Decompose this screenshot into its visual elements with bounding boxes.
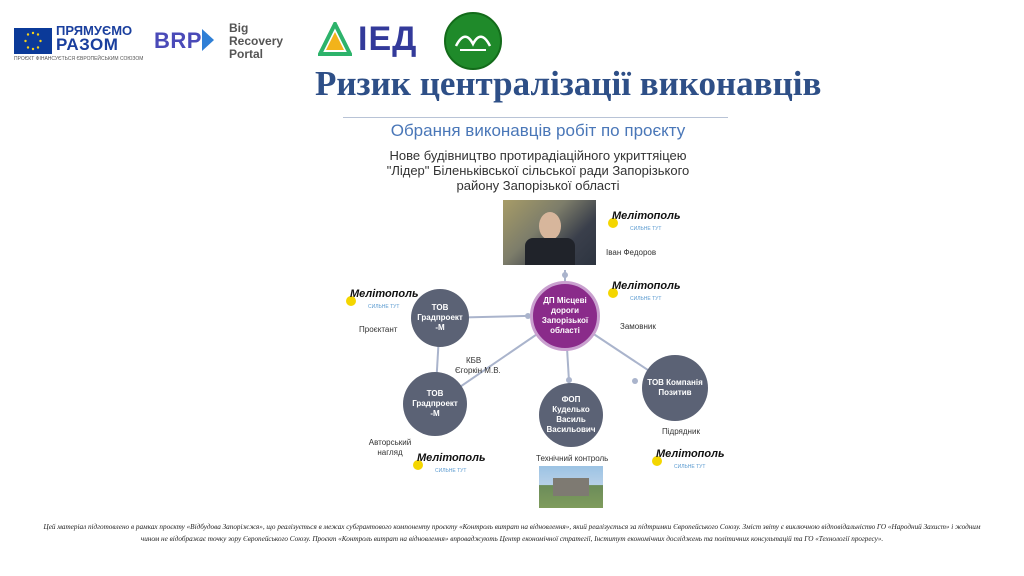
eu-logo-caption: ПРОЄКТ ФІНАНСУЄТЬСЯ ЄВРОПЕЙСЬКИМ СОЮЗОМ (14, 56, 144, 62)
brp-line3: Portal (229, 47, 264, 61)
description-line: Нове будівництво протирадіаційного укриттяіцею (389, 148, 687, 163)
eu-logo-line2: РАЗОМ (56, 35, 119, 54)
melitopol-logo (652, 446, 725, 474)
designer-role: Проєктант (359, 325, 398, 334)
melitopol-logo-tagline: СИЛЬНЕ ТУТ (674, 464, 706, 470)
melitopol-logo (346, 286, 419, 314)
melitopol-logo-word: Мелітополь (612, 210, 681, 222)
melitopol-logo-tagline: СИЛЬНЕ ТУТ (630, 296, 662, 302)
brp-mark: BRP (154, 28, 202, 53)
footer-disclaimer: Цей матеріал підготовлено в рамках проєкту «Відбудова Запоріжжя», що реалізується в межах субгрантового компоненту проєкту «Контроль витрат на відновлення», який реалізується за підтримки Європейського Союзу. Зміст звіту є виключною відповідальністю ГО «Народний Захист» і жодним чином не відображає точку зору Європейського Союзу. Проєкт «Контроль витрат на відновлення» впроваджують Центр економічної стратегії, Інститут економічних досліджень та політичних консультацій та ГО «Технології прогресу». (43, 523, 981, 543)
melitopol-logo-word: Мелітополь (612, 280, 681, 292)
kbv-label: КБВ (466, 356, 482, 365)
page-title: Ризик централізації виконавців (315, 64, 822, 103)
brp-line1: Big (229, 21, 249, 35)
node-designer: ТОВ Градпроект -М (411, 289, 469, 347)
node-tech-control: ФОП Куделько Василь Васильович (539, 383, 603, 447)
eu-logo-line1: ПРЯМУЄМО (56, 23, 133, 38)
contractor-role: Підрядник (662, 427, 700, 436)
person-name: Іван Федоров (606, 248, 657, 257)
brp-line2: Recovery (229, 34, 284, 48)
melitopol-logo (413, 450, 486, 478)
melitopol-logo-tagline: СИЛЬНЕ ТУТ (435, 468, 467, 474)
tech-control-role: Технічний контроль (536, 454, 609, 463)
melitopol-logo (608, 278, 681, 306)
supervisor-role: Авторський нагляд (368, 438, 412, 457)
melitopol-logo-tagline: СИЛЬНЕ ТУТ (368, 304, 400, 310)
kbv-name: Єгоркін М.В. (455, 366, 501, 375)
node-supervisor: ТОВ Градпроект -М (403, 372, 467, 436)
node-customer: ДП Місцеві дороги Запорізької області (530, 281, 600, 351)
melitopol-logo-tagline: СИЛЬНЕ ТУТ (630, 226, 662, 232)
melitopol-logo-word: Мелітополь (656, 448, 725, 460)
ied-text: ІЕД (358, 20, 418, 58)
customer-role: Замовник (620, 322, 656, 331)
melitopol-logo-word: Мелітополь (350, 288, 419, 300)
building-photo (539, 466, 603, 508)
person-photo (503, 200, 596, 265)
description-line: району Запорізької області (456, 178, 620, 193)
description-line: "Лідер" Біленьківської сільської ради Запорізького (386, 163, 690, 178)
slide-heading: Обрання виконавців робіт по проєкту (390, 121, 686, 140)
node-contractor: ТОВ Компанія Позитив (642, 355, 708, 421)
melitopol-logo (608, 208, 681, 236)
melitopol-logo-word: Мелітополь (417, 452, 486, 464)
